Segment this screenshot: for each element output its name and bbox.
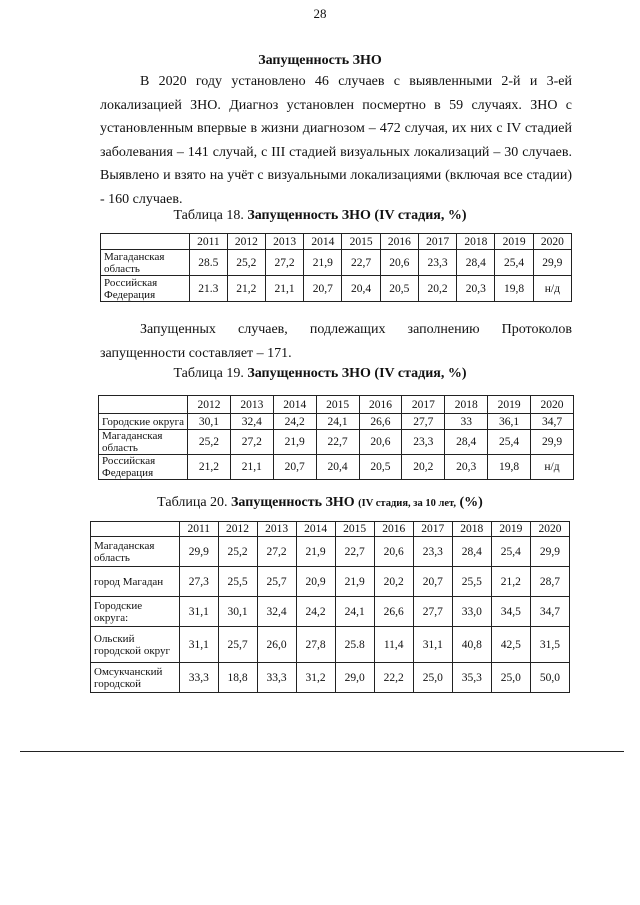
header-year-cell: 2018 bbox=[452, 522, 491, 537]
row-label-cell: Городские округа bbox=[99, 414, 188, 430]
value-cell: 24,1 bbox=[316, 414, 359, 430]
value-cell: 20,6 bbox=[374, 537, 413, 567]
row-label-cell: Магаданская область bbox=[99, 430, 188, 455]
value-cell: 40,8 bbox=[452, 627, 491, 663]
row-label-cell: Российская Федерация bbox=[99, 455, 188, 480]
value-cell: 22,7 bbox=[335, 537, 374, 567]
value-cell: 20,7 bbox=[304, 276, 342, 302]
value-cell: 25,0 bbox=[413, 663, 452, 693]
value-cell: 24,2 bbox=[273, 414, 316, 430]
value-cell: 19,8 bbox=[495, 276, 533, 302]
value-cell: 27,2 bbox=[257, 537, 296, 567]
header-year-cell: 2019 bbox=[495, 234, 533, 250]
value-cell: 25,4 bbox=[488, 430, 531, 455]
value-cell: 26,6 bbox=[359, 414, 402, 430]
header-year-cell: 2018 bbox=[445, 396, 488, 414]
header-year-cell: 2018 bbox=[457, 234, 495, 250]
value-cell: 25,0 bbox=[491, 663, 530, 693]
value-cell: 27,3 bbox=[180, 567, 219, 597]
value-cell: 31,2 bbox=[296, 663, 335, 693]
value-cell: 20,4 bbox=[316, 455, 359, 480]
table18-caption bbox=[0, 208, 640, 224]
value-cell: 21,1 bbox=[230, 455, 273, 480]
value-cell: 20,5 bbox=[380, 276, 418, 302]
value-cell: 20,7 bbox=[413, 567, 452, 597]
value-cell: 25,2 bbox=[227, 250, 265, 276]
table19-caption-prefix: Таблица 19. bbox=[173, 366, 244, 381]
value-cell: 31,1 bbox=[180, 597, 219, 627]
value-cell: 28,4 bbox=[457, 250, 495, 276]
header-year-cell: 2015 bbox=[335, 522, 374, 537]
table18 bbox=[100, 233, 572, 302]
table19-caption bbox=[0, 366, 640, 382]
value-cell: 29,9 bbox=[531, 430, 574, 455]
header-year-cell: 2014 bbox=[296, 522, 335, 537]
table-row bbox=[101, 276, 572, 302]
value-cell: 23,3 bbox=[402, 430, 445, 455]
row-label-cell: Ольский городской округ bbox=[91, 627, 180, 663]
table-row bbox=[91, 663, 570, 693]
header-year-cell: 2013 bbox=[265, 234, 303, 250]
value-cell: 21,9 bbox=[273, 430, 316, 455]
value-cell: 33,3 bbox=[180, 663, 219, 693]
value-cell: 20,3 bbox=[445, 455, 488, 480]
header-year-cell: 2020 bbox=[531, 396, 574, 414]
value-cell: 33 bbox=[445, 414, 488, 430]
value-cell: 20,2 bbox=[402, 455, 445, 480]
value-cell: 21,9 bbox=[335, 567, 374, 597]
value-cell: 11,4 bbox=[374, 627, 413, 663]
value-cell: 31,1 bbox=[180, 627, 219, 663]
header-year-cell: 2015 bbox=[316, 396, 359, 414]
value-cell: 25,5 bbox=[452, 567, 491, 597]
value-cell: 25,7 bbox=[257, 567, 296, 597]
table19-caption-title: Запущенность ЗНО (IV стадия, %) bbox=[247, 366, 467, 381]
value-cell: 20,2 bbox=[418, 276, 456, 302]
header-corner-cell bbox=[99, 396, 188, 414]
header-year-cell: 2017 bbox=[413, 522, 452, 537]
value-cell: 34,7 bbox=[531, 414, 574, 430]
value-cell: 27,7 bbox=[402, 414, 445, 430]
value-cell: 25,2 bbox=[218, 537, 257, 567]
value-cell: 28,4 bbox=[445, 430, 488, 455]
value-cell: 22,7 bbox=[342, 250, 380, 276]
table20-caption-prefix: Таблица 20. bbox=[157, 495, 228, 510]
value-cell: 50,0 bbox=[530, 663, 569, 693]
table20-caption-small: (IV стадия, за 10 лет, bbox=[358, 498, 457, 509]
table-header-row bbox=[91, 522, 570, 537]
header-corner-cell bbox=[91, 522, 180, 537]
header-year-cell: 2020 bbox=[530, 522, 569, 537]
value-cell: 29,9 bbox=[180, 537, 219, 567]
value-cell: 32,4 bbox=[230, 414, 273, 430]
value-cell: 21,2 bbox=[188, 455, 231, 480]
header-year-cell: 2016 bbox=[380, 234, 418, 250]
row-label-cell: Омсукчанский городской bbox=[91, 663, 180, 693]
row-label-cell: Российская Федерация bbox=[101, 276, 190, 302]
value-cell: 25,2 bbox=[188, 430, 231, 455]
header-year-cell: 2014 bbox=[304, 234, 342, 250]
table-row bbox=[91, 537, 570, 567]
value-cell: 34,5 bbox=[491, 597, 530, 627]
value-cell: 30,1 bbox=[218, 597, 257, 627]
header-year-cell: 2013 bbox=[230, 396, 273, 414]
value-cell: 25,4 bbox=[491, 537, 530, 567]
value-cell: 20,2 bbox=[374, 567, 413, 597]
value-cell: 24,2 bbox=[296, 597, 335, 627]
table20-caption bbox=[0, 495, 640, 511]
table-row bbox=[99, 414, 574, 430]
value-cell: 27,2 bbox=[265, 250, 303, 276]
table19 bbox=[98, 395, 574, 480]
table18-caption-prefix: Таблица 18. bbox=[173, 208, 244, 223]
value-cell: 28,7 bbox=[530, 567, 569, 597]
value-cell: 23,3 bbox=[413, 537, 452, 567]
value-cell: 33,3 bbox=[257, 663, 296, 693]
value-cell: 22,7 bbox=[316, 430, 359, 455]
value-cell: 21,2 bbox=[227, 276, 265, 302]
value-cell: 36,1 bbox=[488, 414, 531, 430]
value-cell: 26,0 bbox=[257, 627, 296, 663]
value-cell: 25.8 bbox=[335, 627, 374, 663]
page-number: 28 bbox=[313, 6, 327, 21]
value-cell: 21,9 bbox=[296, 537, 335, 567]
value-cell: 29,9 bbox=[530, 537, 569, 567]
value-cell: 32,4 bbox=[257, 597, 296, 627]
value-cell: 20,6 bbox=[380, 250, 418, 276]
header-year-cell: 2019 bbox=[491, 522, 530, 537]
table-header-row bbox=[101, 234, 572, 250]
header-year-cell: 2013 bbox=[257, 522, 296, 537]
header-year-cell: 2011 bbox=[180, 522, 219, 537]
value-cell: 20,4 bbox=[342, 276, 380, 302]
paragraph-intro: В 2020 году установлено 46 случаев с выявленными 2-й и 3-ей локализацией ЗНО. Диагноз установлен посмертно в 59 случаях. ЗНО с установленным впервые в жизни диагнозом – 472 случая, их них с IV стадией заболевания – 141 случай, с III стадией визуальных локализаций – 30 случаев. Выявлено и взято на учёт с визуальными локализациями (включая все стадии) - 160 случаев. bbox=[100, 74, 572, 207]
value-cell: 20,3 bbox=[457, 276, 495, 302]
value-cell: 27,7 bbox=[413, 597, 452, 627]
value-cell: 33,0 bbox=[452, 597, 491, 627]
value-cell: н/д bbox=[531, 455, 574, 480]
value-cell: 29,0 bbox=[335, 663, 374, 693]
value-cell: 25,5 bbox=[218, 567, 257, 597]
paragraph-protocols: Запущенных случаев, подлежащих заполнению Протоколов запущенности составляет – 171. bbox=[100, 322, 572, 361]
table-row bbox=[91, 597, 570, 627]
value-cell: 23,3 bbox=[418, 250, 456, 276]
header-year-cell: 2012 bbox=[218, 522, 257, 537]
table-row bbox=[91, 627, 570, 663]
table-row bbox=[99, 455, 574, 480]
value-cell: 18,8 bbox=[218, 663, 257, 693]
value-cell: 19,8 bbox=[488, 455, 531, 480]
value-cell: 22,2 bbox=[374, 663, 413, 693]
value-cell: 28.5 bbox=[190, 250, 228, 276]
value-cell: 24,1 bbox=[335, 597, 374, 627]
value-cell: 31,5 bbox=[530, 627, 569, 663]
header-corner-cell bbox=[101, 234, 190, 250]
value-cell: 42,5 bbox=[491, 627, 530, 663]
header-year-cell: 2012 bbox=[227, 234, 265, 250]
value-cell: 28,4 bbox=[452, 537, 491, 567]
table20 bbox=[90, 521, 570, 693]
header-year-cell: 2017 bbox=[418, 234, 456, 250]
value-cell: 20,7 bbox=[273, 455, 316, 480]
value-cell: 25,4 bbox=[495, 250, 533, 276]
table-row bbox=[101, 250, 572, 276]
value-cell: 30,1 bbox=[188, 414, 231, 430]
table20-caption-tail: (%) bbox=[459, 495, 483, 510]
header-year-cell: 2016 bbox=[374, 522, 413, 537]
header-year-cell: 2016 bbox=[359, 396, 402, 414]
table-row bbox=[99, 430, 574, 455]
value-cell: 35,3 bbox=[452, 663, 491, 693]
table-header-row bbox=[99, 396, 574, 414]
header-year-cell: 2017 bbox=[402, 396, 445, 414]
row-label-cell: Городские округа: bbox=[91, 597, 180, 627]
table18-caption-title: Запущенность ЗНО (IV стадия, %) bbox=[247, 208, 467, 223]
header-year-cell: 2011 bbox=[190, 234, 228, 250]
value-cell: 21,2 bbox=[491, 567, 530, 597]
value-cell: 25,7 bbox=[218, 627, 257, 663]
table-row bbox=[91, 567, 570, 597]
value-cell: 26,6 bbox=[374, 597, 413, 627]
value-cell: 21,9 bbox=[304, 250, 342, 276]
value-cell: 31,1 bbox=[413, 627, 452, 663]
header-year-cell: 2019 bbox=[488, 396, 531, 414]
value-cell: 34,7 bbox=[530, 597, 569, 627]
value-cell: 20,6 bbox=[359, 430, 402, 455]
value-cell: 20,5 bbox=[359, 455, 402, 480]
value-cell: 29,9 bbox=[533, 250, 571, 276]
header-year-cell: 2012 bbox=[188, 396, 231, 414]
footer-divider bbox=[20, 751, 624, 752]
value-cell: н/д bbox=[533, 276, 571, 302]
header-year-cell: 2020 bbox=[533, 234, 571, 250]
row-label-cell: город Магадан bbox=[91, 567, 180, 597]
row-label-cell: Магаданская область bbox=[91, 537, 180, 567]
value-cell: 21,1 bbox=[265, 276, 303, 302]
header-year-cell: 2015 bbox=[342, 234, 380, 250]
value-cell: 27,2 bbox=[230, 430, 273, 455]
row-label-cell: Магаданская область bbox=[101, 250, 190, 276]
section-heading: Запущенность ЗНО bbox=[258, 53, 382, 68]
value-cell: 20,9 bbox=[296, 567, 335, 597]
value-cell: 21.3 bbox=[190, 276, 228, 302]
header-year-cell: 2014 bbox=[273, 396, 316, 414]
value-cell: 27,8 bbox=[296, 627, 335, 663]
table20-caption-title: Запущенность ЗНО bbox=[231, 495, 355, 510]
